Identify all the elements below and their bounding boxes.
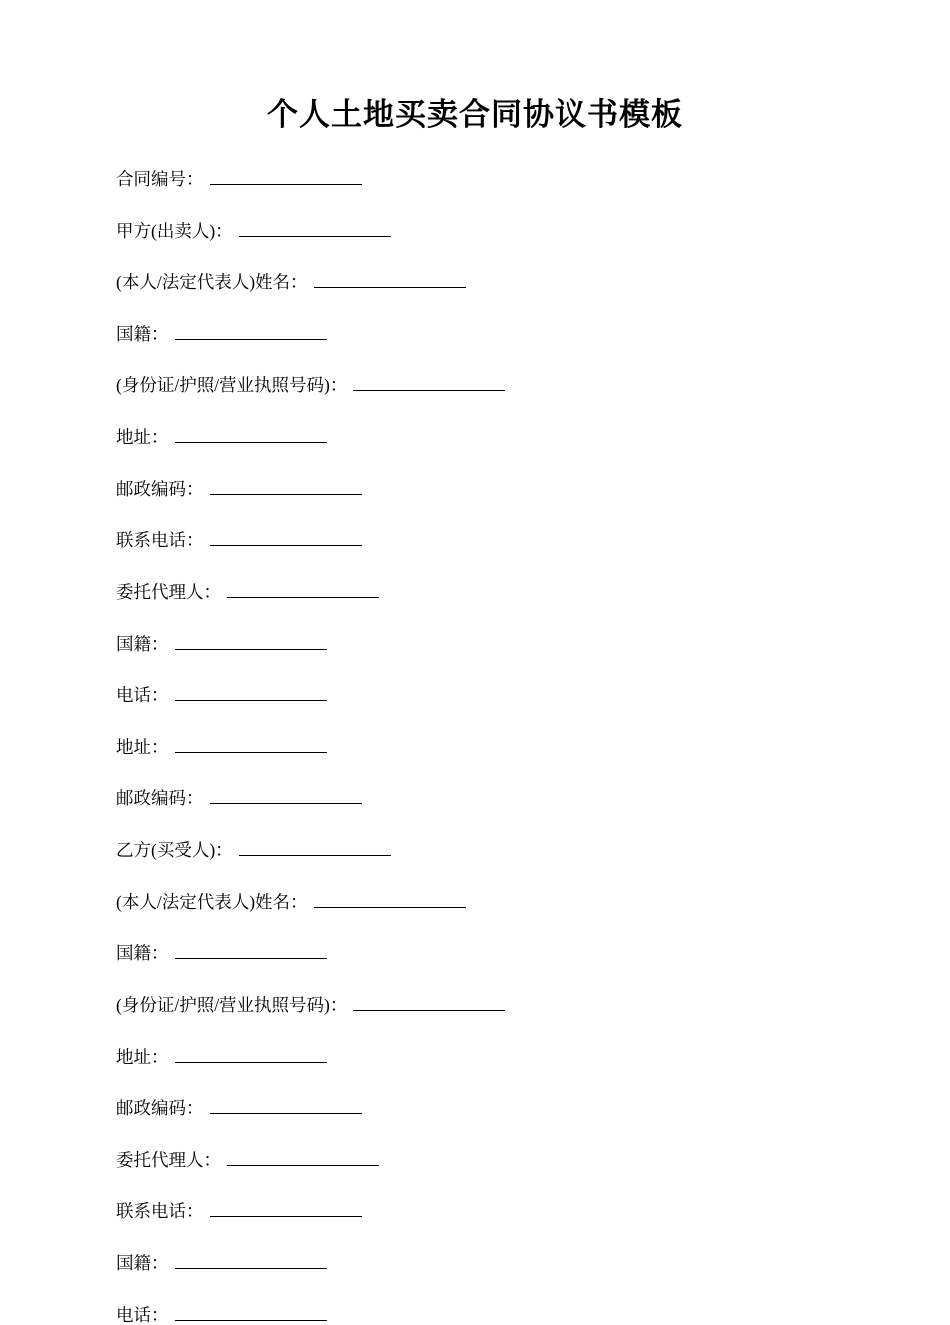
form-field-label: 地址： bbox=[116, 736, 169, 757]
form-field-blank[interactable] bbox=[175, 1303, 327, 1321]
form-field-row bbox=[110, 838, 840, 859]
form-field-blank[interactable] bbox=[175, 942, 327, 960]
form-field-label: 地址： bbox=[116, 427, 169, 448]
form-field-row bbox=[110, 219, 840, 240]
form-field-blank[interactable] bbox=[210, 1097, 362, 1115]
form-field-label: 地址： bbox=[116, 1046, 169, 1067]
form-field-label: 乙方(买受人)： bbox=[116, 840, 233, 861]
form-field-blank[interactable] bbox=[210, 1200, 362, 1218]
form-field-row bbox=[110, 1097, 840, 1118]
form-field-row bbox=[110, 374, 840, 395]
form-field-row bbox=[110, 477, 840, 498]
form-field-label: 委托代理人： bbox=[116, 1149, 221, 1170]
form-field-label: 电话： bbox=[116, 1304, 169, 1325]
form-field-blank[interactable] bbox=[175, 425, 327, 443]
form-field-label: 委托代理人： bbox=[116, 581, 221, 602]
form-field-blank[interactable] bbox=[227, 1148, 379, 1166]
form-field-row bbox=[110, 1045, 840, 1066]
form-field-blank[interactable] bbox=[175, 1045, 327, 1063]
form-field-blank[interactable] bbox=[210, 787, 362, 805]
form-field-label: (本人/法定代表人)姓名： bbox=[116, 891, 308, 912]
form-field-label: 邮政编码： bbox=[116, 788, 204, 809]
form-field-row bbox=[110, 167, 840, 188]
form-field-blank[interactable] bbox=[175, 735, 327, 753]
form-field-list bbox=[110, 167, 840, 1324]
form-field-row bbox=[110, 1251, 840, 1272]
form-field-row bbox=[110, 271, 840, 292]
form-field-blank[interactable] bbox=[314, 271, 466, 289]
form-field-row bbox=[110, 890, 840, 911]
form-field-blank[interactable] bbox=[210, 529, 362, 547]
form-field-blank[interactable] bbox=[353, 374, 505, 392]
form-field-row bbox=[110, 684, 840, 705]
form-field-row bbox=[110, 322, 840, 343]
form-field-blank[interactable] bbox=[353, 993, 505, 1011]
form-field-row bbox=[110, 529, 840, 550]
form-field-row bbox=[110, 632, 840, 653]
form-field-blank[interactable] bbox=[210, 477, 362, 495]
form-field-row bbox=[110, 1200, 840, 1221]
form-field-label: (本人/法定代表人)姓名： bbox=[116, 272, 308, 293]
form-field-label: 电话： bbox=[116, 685, 169, 706]
form-field-label: 联系电话： bbox=[116, 530, 204, 551]
form-field-blank[interactable] bbox=[239, 219, 391, 237]
form-field-blank[interactable] bbox=[314, 890, 466, 908]
form-field-label: (身份证/护照/营业执照号码)： bbox=[116, 994, 348, 1015]
form-field-row bbox=[110, 787, 840, 808]
form-field-blank[interactable] bbox=[239, 838, 391, 856]
form-field-blank[interactable] bbox=[210, 167, 362, 185]
form-field-row bbox=[110, 735, 840, 756]
form-field-label: 国籍： bbox=[116, 1253, 169, 1274]
form-field-blank[interactable] bbox=[175, 684, 327, 702]
page-title: 个人土地买卖合同协议书模板 bbox=[267, 97, 683, 133]
form-field-label: 国籍： bbox=[116, 943, 169, 964]
form-field-row bbox=[110, 1303, 840, 1324]
form-field-row bbox=[110, 942, 840, 963]
form-field-label: 联系电话： bbox=[116, 1201, 204, 1222]
form-field-blank[interactable] bbox=[227, 580, 379, 598]
form-field-row bbox=[110, 993, 840, 1014]
form-field-blank[interactable] bbox=[175, 1251, 327, 1269]
form-field-label: 邮政编码： bbox=[116, 1098, 204, 1119]
form-field-label: 合同编号： bbox=[116, 168, 204, 189]
form-field-blank[interactable] bbox=[175, 632, 327, 650]
form-field-row bbox=[110, 580, 840, 601]
form-field-row bbox=[110, 425, 840, 446]
form-field-label: 邮政编码： bbox=[116, 478, 204, 499]
form-field-label: 国籍： bbox=[116, 633, 169, 654]
form-field-label: 甲方(出卖人)： bbox=[116, 220, 233, 241]
form-field-label: 国籍： bbox=[116, 323, 169, 344]
form-field-label: (身份证/护照/营业执照号码)： bbox=[116, 375, 348, 396]
form-field-blank[interactable] bbox=[175, 322, 327, 340]
form-field-row bbox=[110, 1148, 840, 1169]
